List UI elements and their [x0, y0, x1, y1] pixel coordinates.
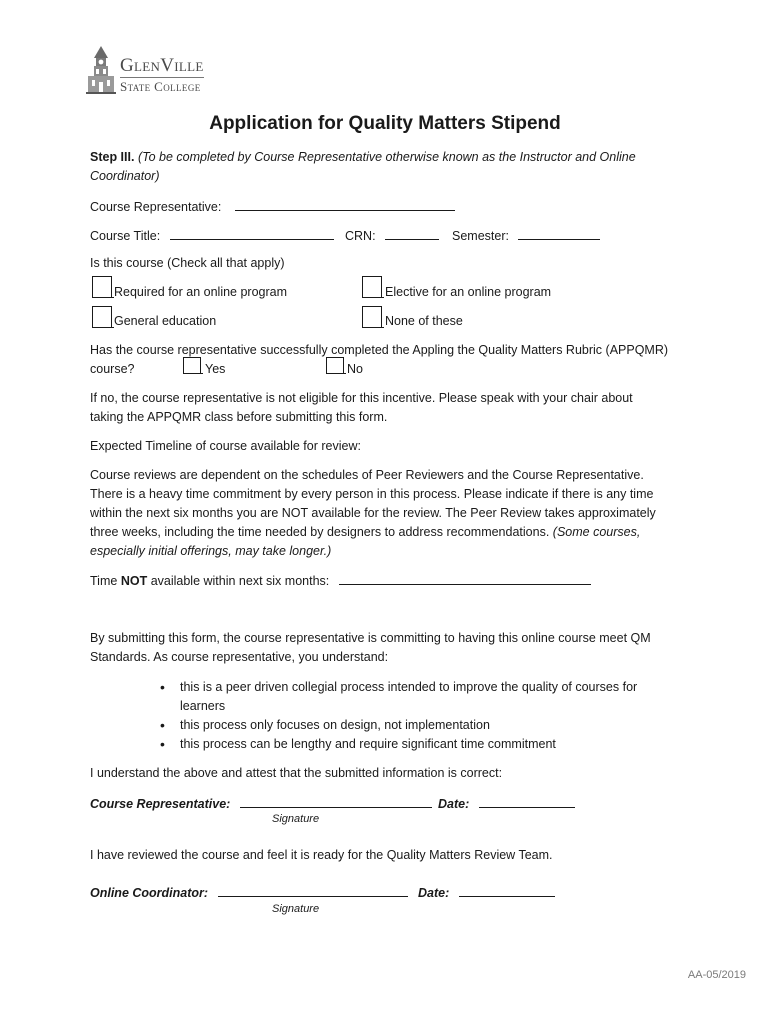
course-rep-date-row: [438, 793, 575, 814]
list-item: • this process only focuses on design, not implementation: [160, 716, 680, 735]
time-not-available-field[interactable]: [339, 570, 591, 585]
course-rep-sig-label: Course Representative:: [90, 797, 231, 811]
elective-checkbox[interactable]: [362, 276, 382, 298]
online-coordinator-label: Online Coordinator:: [90, 886, 209, 900]
list-item: • this is a peer driven collegial process intended to improve the quality of courses for learners: [160, 678, 680, 716]
time-not-available-row: [90, 570, 591, 591]
appqmr-yes-checkbox[interactable]: [183, 357, 201, 374]
signature-caption: Signature: [272, 903, 320, 915]
page-title: Application for Quality Matters Stipend: [209, 113, 561, 134]
checkbox-underline: [183, 373, 203, 374]
step-label: Step III.: [90, 150, 135, 164]
semester-row: [452, 225, 600, 246]
signature-caption: Signature: [272, 813, 320, 825]
course-title-field[interactable]: [170, 225, 334, 240]
course-title-row: [90, 225, 334, 246]
attest-statement: I understand the above and attest that the submitted information is correct:: [90, 766, 503, 780]
option-none: None of these: [385, 314, 463, 328]
course-rep-field[interactable]: [235, 196, 455, 211]
online-coordinator-date-label: Date:: [418, 886, 450, 900]
semester-label: Semester:: [452, 229, 509, 243]
option-required: Required for an online program: [114, 285, 288, 299]
understanding-list: [160, 678, 680, 754]
checkbox-underline: [326, 373, 346, 374]
course-rep-row: [90, 196, 455, 217]
college-logo: [86, 44, 216, 96]
list-item: • this process can be lengthy and require significant time commitment: [160, 735, 680, 754]
logo-subname: State College: [120, 77, 204, 93]
appqmr-no-label: No: [347, 362, 363, 376]
course-rep-signature-field[interactable]: [240, 793, 432, 808]
commitment-paragraph: By submitting this form, the course representative is committing to having this online course meet QM Standards. As course representative, you understand:: [90, 631, 651, 664]
checkbox-underline: [362, 297, 384, 298]
time-not-emphasis: NOT: [120, 574, 148, 588]
course-rep-label: Course Representative:: [90, 200, 222, 214]
ineligible-note: If no, the course representative is not eligible for this incentive. Please speak with your chair about taking the APPQMR class before submitting this form.: [90, 391, 633, 424]
step-note: (To be completed by Course Representative otherwise known as the Instructor and Online Coordinator): [90, 150, 636, 183]
reviews-paragraph: [90, 466, 670, 561]
reviews-note: (Some courses, especially initial offerings, may take longer.): [90, 525, 641, 558]
time-not-suffix: available within next six months:: [150, 574, 330, 588]
none-of-these-checkbox[interactable]: [362, 306, 382, 328]
appqmr-yes-label: Yes: [205, 362, 226, 376]
option-general: General education: [114, 314, 217, 328]
required-checkbox[interactable]: [92, 276, 112, 298]
course-rep-signature-row: [90, 793, 432, 814]
online-coordinator-signature-field[interactable]: [218, 882, 408, 897]
clock-tower-icon: [86, 44, 116, 96]
course-rep-date-label: Date:: [438, 797, 470, 811]
option-elective: Elective for an online program: [385, 285, 552, 299]
appqmr-no-checkbox[interactable]: [326, 357, 344, 374]
course-rep-date-field[interactable]: [479, 793, 575, 808]
general-education-checkbox[interactable]: [92, 306, 112, 328]
reviews-text: Course reviews are dependent on the schedules of Peer Reviewers and the Course Representative. There is a heavy time commitment by every person in this process. Please indicate if there is any time within the next six months you are NOT available for the review. The Peer Review takes approximately three weeks, including the time needed by designers to address recommendations.: [90, 468, 656, 539]
step-instructions: [90, 148, 660, 186]
online-coordinator-date-row: [418, 882, 555, 903]
timeline-heading: Expected Timeline of course available for review:: [90, 439, 361, 453]
semester-field[interactable]: [518, 225, 600, 240]
appqmr-question-cont: course?: [90, 362, 135, 376]
checkbox-underline: [92, 327, 114, 328]
appqmr-question: Has the course representative successfully completed the Appling the Quality Matters Rubric (APPQMR): [90, 343, 669, 357]
checkbox-underline: [362, 327, 384, 328]
crn-field[interactable]: [385, 225, 439, 240]
crn-row: [345, 225, 439, 246]
logo-name: GlenVille: [120, 55, 204, 76]
review-statement: I have reviewed the course and feel it is ready for the Quality Matters Review Team.: [90, 848, 553, 862]
time-not-prefix: Time: [90, 574, 118, 588]
online-coordinator-signature-row: [90, 882, 408, 903]
crn-label: CRN:: [345, 229, 376, 243]
form-code: AA-05/2019: [687, 969, 746, 981]
check-prompt: Is this course (Check all that apply): [90, 256, 285, 270]
course-title-label: Course Title:: [90, 229, 161, 243]
checkbox-underline: [92, 297, 114, 298]
online-coordinator-date-field[interactable]: [459, 882, 555, 897]
